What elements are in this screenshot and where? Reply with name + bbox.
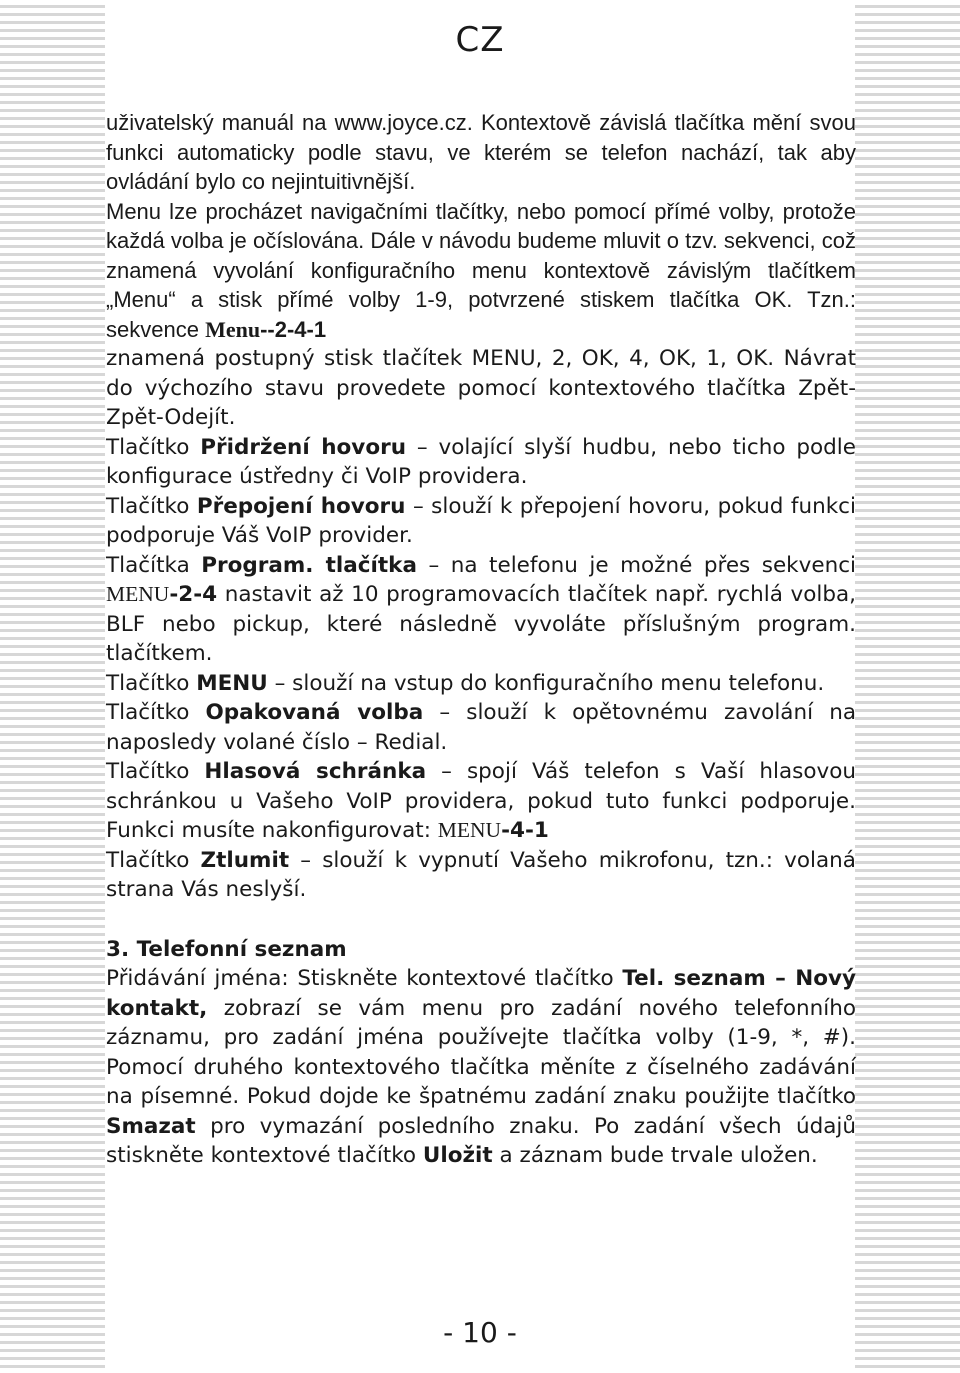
section-text-2: zobrazí se vám menu pro zadání nového telefonního záznamu, pro zadání jména používejte tlačítka volby (1-9, *, #). Pomocí druhého kontextového tlačítka měníte z číselného zadávání na písemné. Pokud dojde ke špatnému zadání znaku použijte tlačítko xyxy=(106,995,856,1109)
voicemail-button-name: Hlasová schránka xyxy=(204,759,427,784)
left-decorative-stripes xyxy=(0,0,105,1373)
intro-paragraph-1: uživatelský manuál na www.joyce.cz. Kontextově závislá tlačítka mění svou funkci automaticky podle stavu, ve kterém se telefon nachází, tak aby ovládání bylo co nejintuitivnější. xyxy=(106,110,856,194)
section-paragraph xyxy=(106,964,856,1171)
mute-button-description xyxy=(106,846,856,905)
page-header-language: CZ xyxy=(455,20,505,60)
section-title xyxy=(106,935,856,965)
label-prefix: Tlačítko xyxy=(106,670,197,696)
menu-button-text: – slouží na vstup do konfiguračního menu telefonu. xyxy=(267,670,825,696)
save-button-label: Uložit xyxy=(422,1143,493,1168)
menu-button-description xyxy=(106,669,856,699)
hold-button-name: Přidržení hovoru xyxy=(200,434,407,460)
intro-paragraph-2 xyxy=(106,197,856,345)
program-button-description xyxy=(106,551,856,669)
redial-button-text: – slouží k opětovnému zavolání na naposledy volané číslo – Redial. xyxy=(106,700,856,755)
intro-paragraph-3: znamená postupný stisk tlačítek MENU, 2, OK, 4, OK, 1, OK. Návrat do výchozího stavu provedete pomocí kontextového tlačítka Zpět-Zpět-Odejít. xyxy=(106,346,856,430)
manual-content xyxy=(106,108,856,1171)
label-prefix: Tlačítko xyxy=(106,759,205,784)
voicemail-button-description xyxy=(106,757,856,846)
label-prefix: Tlačítko xyxy=(106,847,201,873)
transfer-button-text: – slouží k přepojení hovoru, pokud funkci podporuje Váš VoIP provider. xyxy=(106,493,856,548)
mute-button-name: Ztlumit xyxy=(200,847,290,873)
label-prefix: Tlačítko xyxy=(106,493,197,519)
voicemail-sequence-code: -4-1 xyxy=(501,818,549,843)
phonebook-new-contact-label: Tel. seznam – Nový kontakt, xyxy=(106,966,856,1021)
page-number: - 10 - xyxy=(443,1316,517,1349)
section-text-4: a záznam bude trvale uložen. xyxy=(492,1143,818,1168)
sequence-code: --2-4-1 xyxy=(260,316,327,342)
section-title-text: 3. Telefonní seznam xyxy=(106,936,347,962)
voicemail-button-text: – spojí Váš telefon s Vaší hlasovou schránkou u Vašeho VoIP providera, pokud tuto funkci podporuje. Funkci musíte nakonfigurovat: xyxy=(106,759,856,843)
section-text-1: Přidávání jména: Stiskněte kontextové tlačítko xyxy=(106,966,623,991)
intro-paragraph-2-text: Menu lze procházet navigačními tlačítky, nebo pomocí přímé volby, protože každá volba je očíslována. Dále v návodu budeme mluvit o tzv. sekvenci, což znamená vyvolání konfiguračního menu kontextově závislým tlačítkem „Menu“ a stisk přímé volby 1-9, potvrzené stiskem tlačítka OK. Tzn.: sekvence xyxy=(106,198,856,342)
delete-button-label: Smazat xyxy=(106,1113,196,1139)
menu-keyword: MENU xyxy=(106,582,170,606)
mute-button-text: – slouží k vypnutí Vašeho mikrofonu, tzn.: volaná strana Vás neslyší. xyxy=(106,847,856,902)
redial-button-name: Opakovaná volba xyxy=(205,700,424,725)
label-prefix: Tlačítka xyxy=(106,552,202,578)
program-sequence-code: -2-4 xyxy=(169,582,218,607)
section-text-3: pro vymazání posledního znaku. Po zadání všech údajů stiskněte kontextové tlačítko xyxy=(106,1113,856,1168)
redial-button-description xyxy=(106,698,856,757)
right-decorative-stripes xyxy=(855,0,960,1373)
menu-keyword: Menu xyxy=(205,316,261,342)
transfer-button-description xyxy=(106,492,856,551)
hold-button-text: – volající slyší hudbu, nebo ticho podle konfigurace ústředny či VoIP providera. xyxy=(106,434,856,489)
menu-keyword: MENU xyxy=(437,818,502,842)
program-button-tail: nastavit až 10 programovacích tlačítek např. rychlá volba, BLF nebo pickup, které následně vyvoláte příslušným program. tlačítkem. xyxy=(106,582,856,666)
label-prefix: Tlačítko xyxy=(106,700,206,725)
program-button-text: – na telefonu je možné přes sekvenci xyxy=(416,552,857,578)
transfer-button-name: Přepojení hovoru xyxy=(196,493,406,519)
menu-button-name: MENU xyxy=(196,670,268,696)
hold-button-description xyxy=(106,433,856,492)
program-button-name: Program. tlačítka xyxy=(201,552,417,578)
label-prefix: Tlačítko xyxy=(106,434,201,460)
